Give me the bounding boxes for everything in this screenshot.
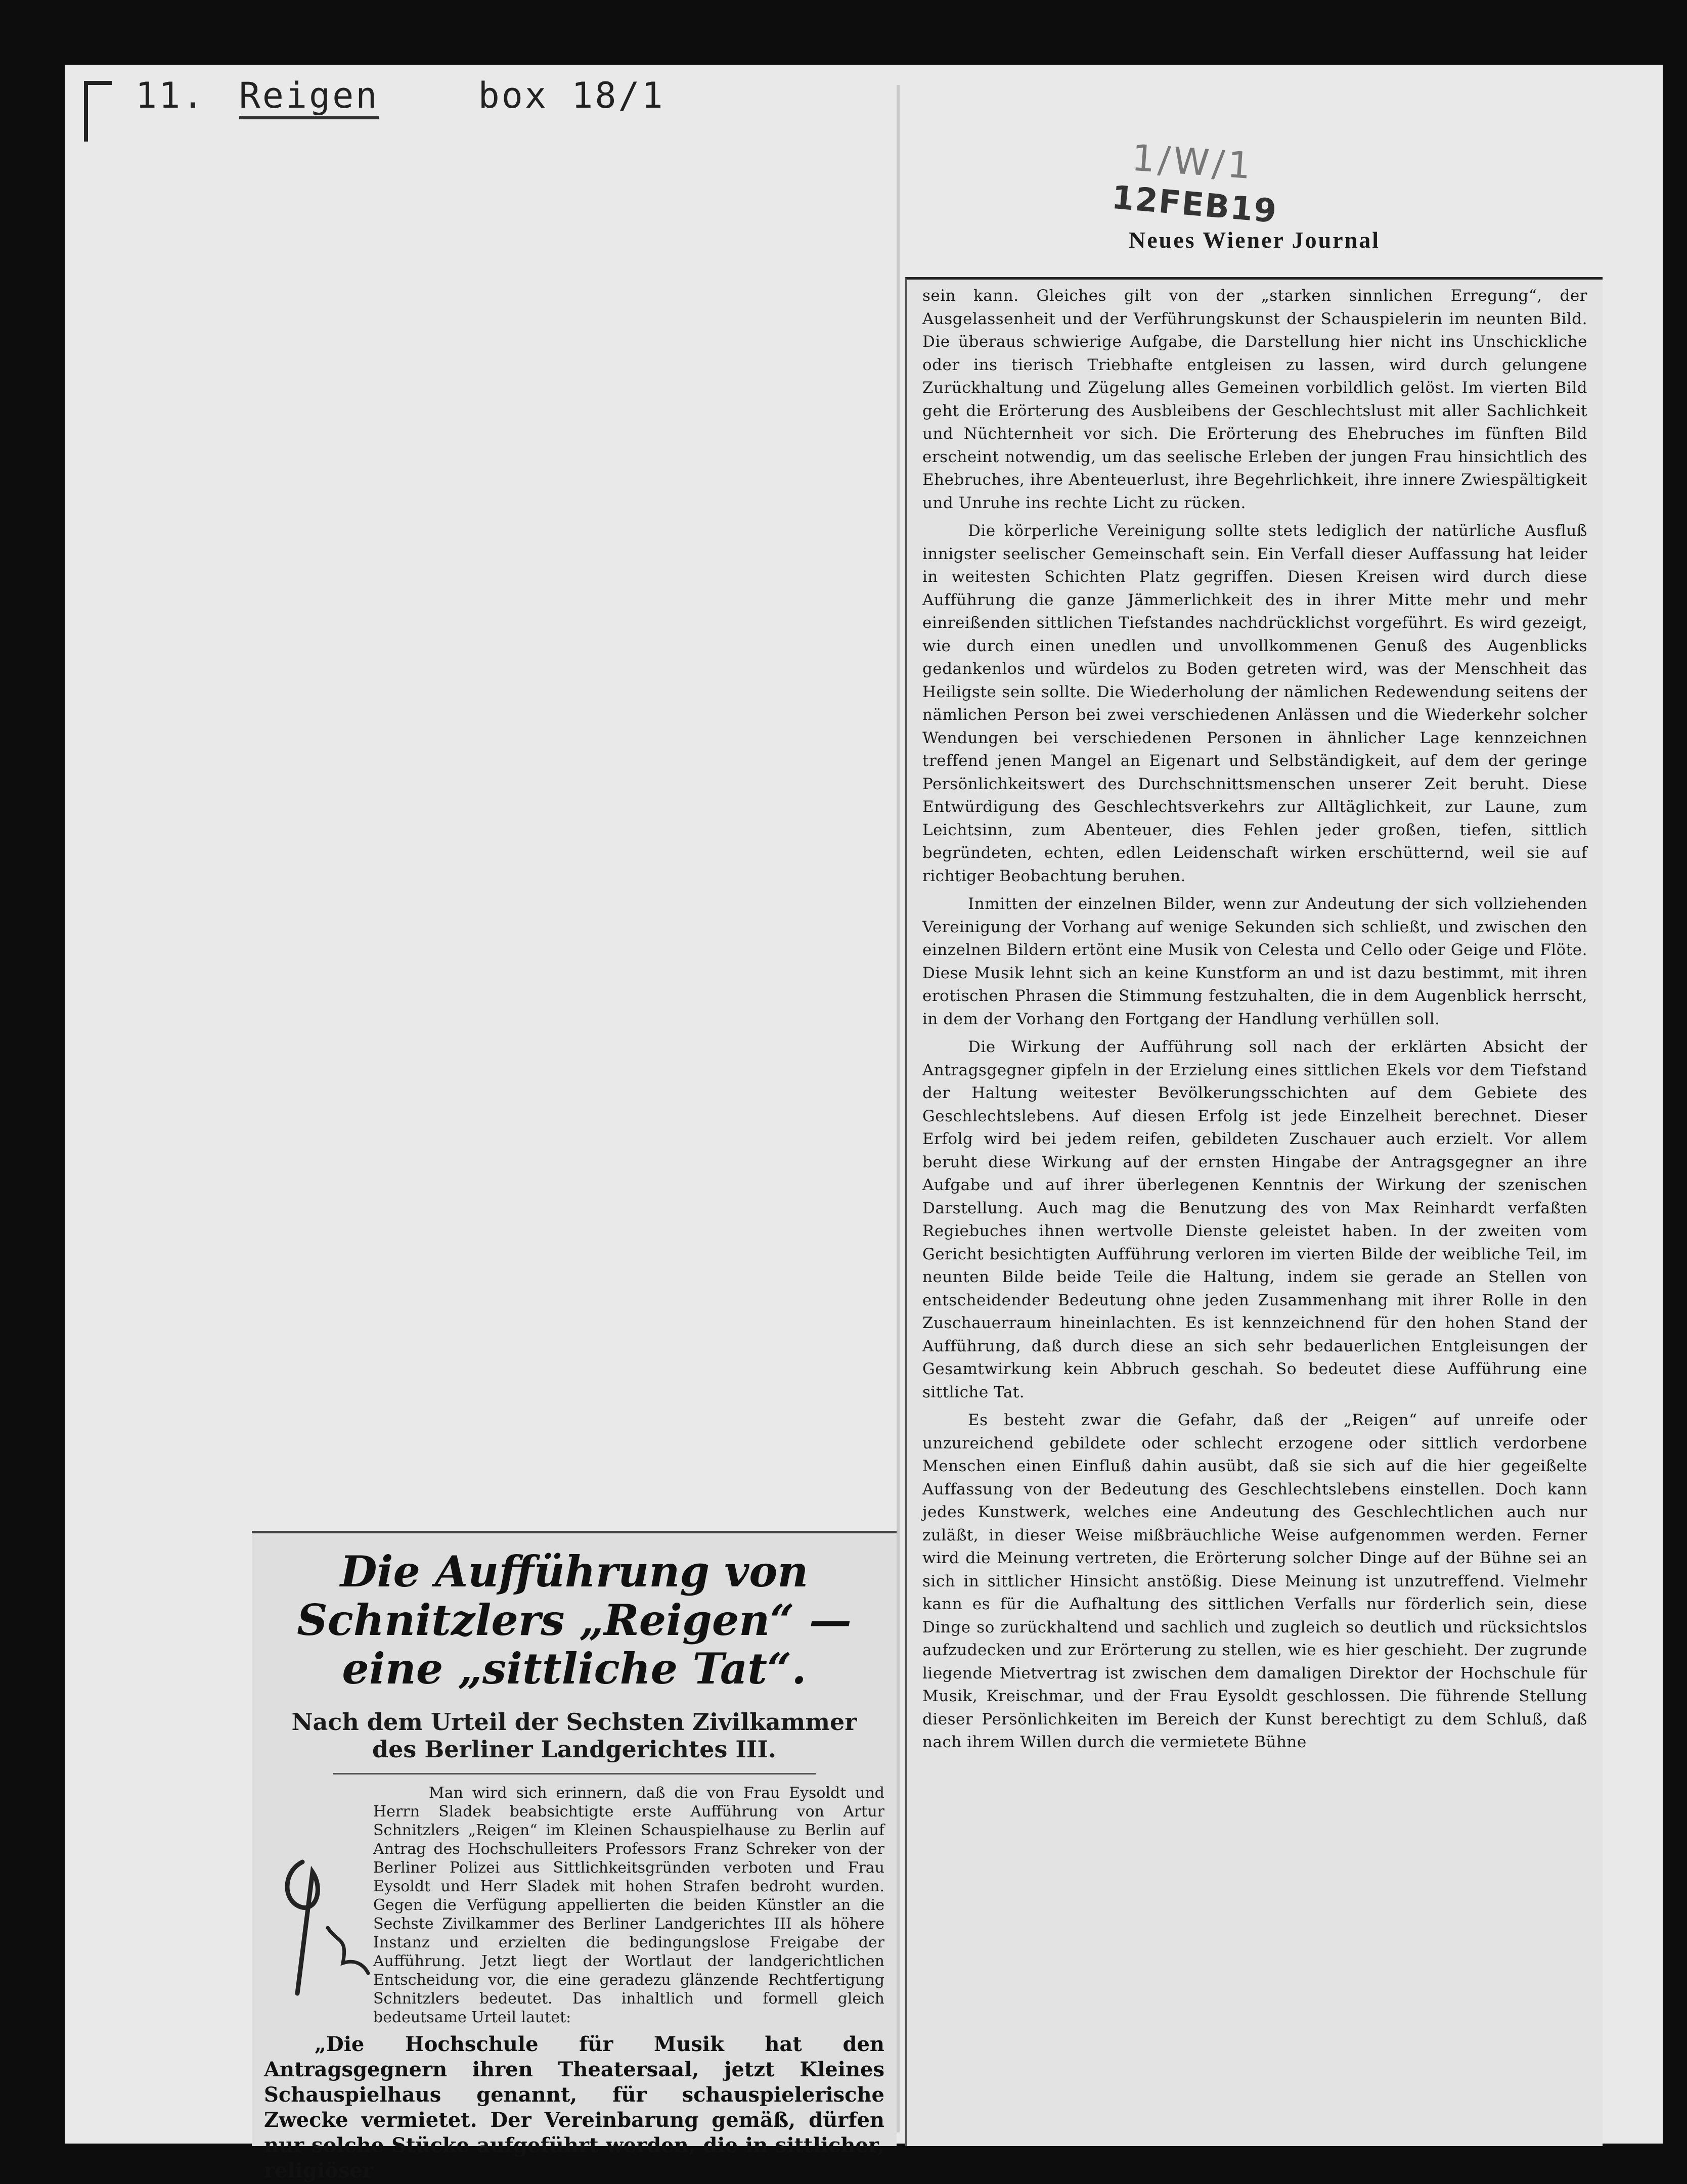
article-paragraph: Es besteht zwar die Gefahr, daß der „Reigen“ auf unreife oder unzureichend gebildete oder schlecht erzogene oder sittlich verdorbene Menschen einen Einfluß dahin ausübt, daß sie sich auf die hier gegeißelte Auffassung von der Bedeutung des Geschlechtslebens einstellen. Doch kann jedes Kunstwerk, welches eine Andeutung des Geschlechtlichen auch nur zuläßt, in dieser Weise mißbräuchliche Weise aufgenommen werden. Ferner wird die Meinung vertreten, die Erörterung solcher Dinge auf der Bühne sei an sich in sittlicher Hinsicht anstößig. Diese Meinung ist unzutreffend. Vielmehr kann es für die Aufhaltung des sittlichen Verfalls nur förderlich sein, diese Dinge so zurückhaltend und sachlich und zugleich so deutlich und rücksichtslos aufzudecken und zur Erörterung zu stellen, wie es hier geschieht. Der zugrunde liegende Mietvertrag ist zwischen dem damaligen Direktor der Hochschule für Musik, Kreischmar, und der Frau Eysoldt geschlossen. Die führende Stellung dieser Persönlichkeiten im Bereich der Kunst berechtigt zu dem Schluß, daß nach ihrem Willen durch die vermietete Bühne: [922, 1411, 1587, 1751]
article-quote: „Die Hochschule für Musik hat den Antragsgegnern ihren Theatersaal, jetzt Kleines Schauspielhaus genannt, für schauspielerische Zwecke vermietet. Der Vereinbarung gemäß, dürfen nur solche Stücke aufgeführt werden, die in sittlicher, religiöser: [264, 2032, 884, 2182]
pencil-annotation: [272, 1842, 373, 2004]
article-headline: Die Aufführung von Schnitzlers „Reigen“ — eine „sittliche Tat“.: [297, 1546, 852, 1694]
article-paragraph: Inmitten der einzelnen Bilder, wenn zur Andeutung der sich vollziehenden Vereinigung der Vorhang auf wenige Sekunden sich schließt, und zwischen den einzelnen Bildern ertönt eine Musik von Celesta und Cello oder Geige und Flöte. Diese Musik lehnt sich an keine Kunstform an und ist dazu bestimmt, mit ihren erotischen Phrasen die Stimmung festzuhalten, die in dem Augenblick herrscht, in dem der Vorhang den Fortgang der Handlung verhüllen soll.: [922, 895, 1587, 1028]
divider: [333, 1773, 816, 1774]
corner-mark-vertical: [84, 81, 88, 142]
newspaper-source: [904, 226, 1605, 253]
fold-line: [897, 85, 900, 2132]
article-paragraph: sein kann. Gleiches gilt von der „starken sinnlichen Erregung“, der Ausgelassenheit und der Verführungskunst der Schauspielerin im neunten Bild. Die überaus schwierige Aufgabe, die Darstellung hier nicht ins Unschickliche oder ins tierisch Triebhafte entgleisen zu lassen, wird durch gelungene Zurückhaltung und Zügelung alles Gemeinen vorbildlich gelöst. Im vierten Bild geht die Erörterung des Ausbleibens der Geschlechtslust mit aller Sachlichkeit und Nüchternheit vor sich. Die Erörterung des Ehebruches im fünften Bild erscheint notwendig, um das seelische Erleben der jungen Frau hinsichtlich des Ehebruches, ihre Abenteuerlust, ihre Begehrlichkeit, ihre innere Zwiespältigkeit und Unruhe ins rechte Licht zu rücken.: [922, 287, 1587, 512]
archive-header: [136, 75, 665, 116]
archive-stamp: 1/W/1: [1130, 136, 1255, 188]
header-number: 11.: [136, 75, 206, 116]
article-paragraph: Die Wirkung der Aufführung soll nach der erklärten Absicht der Antragsgegner gipfeln in der Erzielung eines sittlichen Ekels vor dem Tiefstand der Haltung weitester Bevölkerungsschichten auf dem Gebiete des Geschlechtslebens. Auf diesen Erfolg ist jede Einzelheit berechnet. Dieser Erfolg wird bei jedem reifen, gebildeten Zuschauer auch erzielt. Vor allem beruht diese Wirkung auf der ernsten Hingabe der Antragsgegner an ihre Aufgabe und auf ihrer überlegenen Kenntnis der Wirkung der szenischen Darstellung. Auch mag die Benutzung des von Max Reinhardt verfaßten Regiebuches ihnen wertvolle Dienste geleistet haben. In der zweiten vom Gericht besichtigten Aufführung verloren im vierten Bilde der weibliche Teil, im neunten Bilde beide Teile die Haltung, indem sie gerade an Stellen von entscheidender Bedeutung ohne jeden Zusammenhang mit ihrer Rolle in den Zuschauerraum hineinlachten. Es ist kennzeichnend für den hohen Stand der Aufführung, daß durch diese an sich sehr bedauerlichen Entgleisungen der Gesamtwirkung kein Abbruch geschah. So bedeutet diese Aufführung eine sittliche Tat.: [922, 1038, 1587, 1401]
article-subheadline: Nach dem Urteil der Sechsten Zivilkammer des Berliner Landgerichtes III.: [291, 1708, 857, 1763]
archive-sheet: [65, 65, 1663, 2182]
header-title: Reigen: [239, 75, 379, 119]
corner-mark: [84, 81, 112, 85]
left-clipping: [252, 1531, 897, 2182]
right-clipping: [905, 277, 1603, 2146]
article-intro: Man wird sich erinnern, daß die von Frau Eysoldt und Herrn Sladek beabsichtigte erste Aufführung von Artur Schnitzlers „Reigen“ im Kleinen Schauspielhause zu Berlin auf Antrag des Hochschulleiters Professors Franz Schreker von der Berliner Polizei aus Sittlichkeitsgründen verboten und Frau Eysoldt und Herr Sladek mit hohen Strafen bedroht wurden. Gegen die Verfügung appellierten die beiden Künstler an die Sechste Zivilkammer des Berliner Landgerichtes III als höhere Instanz und erzielten die bedingungslose Freigabe der Aufführung. Jetzt liegt der Wortlaut der landgerichtlichen Entscheidung vor, die eine geradezu glänzende Rechtfertigung Schnitzlers bedeutet. Das inhaltlich und formell gleich bedeutsame Urteil lautet:: [373, 1784, 884, 2026]
source-label: Neues Wiener Journal: [1128, 227, 1381, 253]
header-box: box 18/1: [478, 75, 665, 116]
date-stamp: 12FEB19: [1110, 178, 1279, 231]
article-paragraph: Die körperliche Vereinigung sollte stets lediglich der natürliche Ausfluß innigster seelischer Gemeinschaft sein. Ein Verfall dieser Auffassung hat leider in weitesten Schichten Platz gegriffen. Diesen Kreisen wird durch diese Aufführung die ganze Jämmerlichkeit des in ihrer Mitte mehr und mehr einreißenden sittlichen Tiefstandes nachdrücklichst vorgeführt. Es wird gezeigt, wie durch einen unedlen und unvollkommenen Genuß des Augenblicks gedankenlos und würdelos zu Boden getreten wird, was der Menschheit das Heiligste sein sollte. Die Wiederholung der nämlichen Redewendung seitens der nämlichen Person bei zwei verschiedenen Anlässen und die Wiederkehr solcher Wendungen bei verschiedenen Personen in ähnlicher Lage kennzeichnen treffend jenen Mangel an Eigenart und Selbständigkeit, auf dem der geringe Persönlichkeitswert des Durchschnittsmenschen unserer Zeit beruht. Diese Entwürdigung des Geschlechtsverkehrs zur Alltäglichkeit, zur Laune, zum Leichtsinn, zum Abenteuer, dies Fehlen jeder großen, tiefen, sittlich begründeten, echten, edlen Leidenschaft wirken erschütternd, weil sie auf richtiger Beobachtung beruhen.: [922, 522, 1587, 885]
